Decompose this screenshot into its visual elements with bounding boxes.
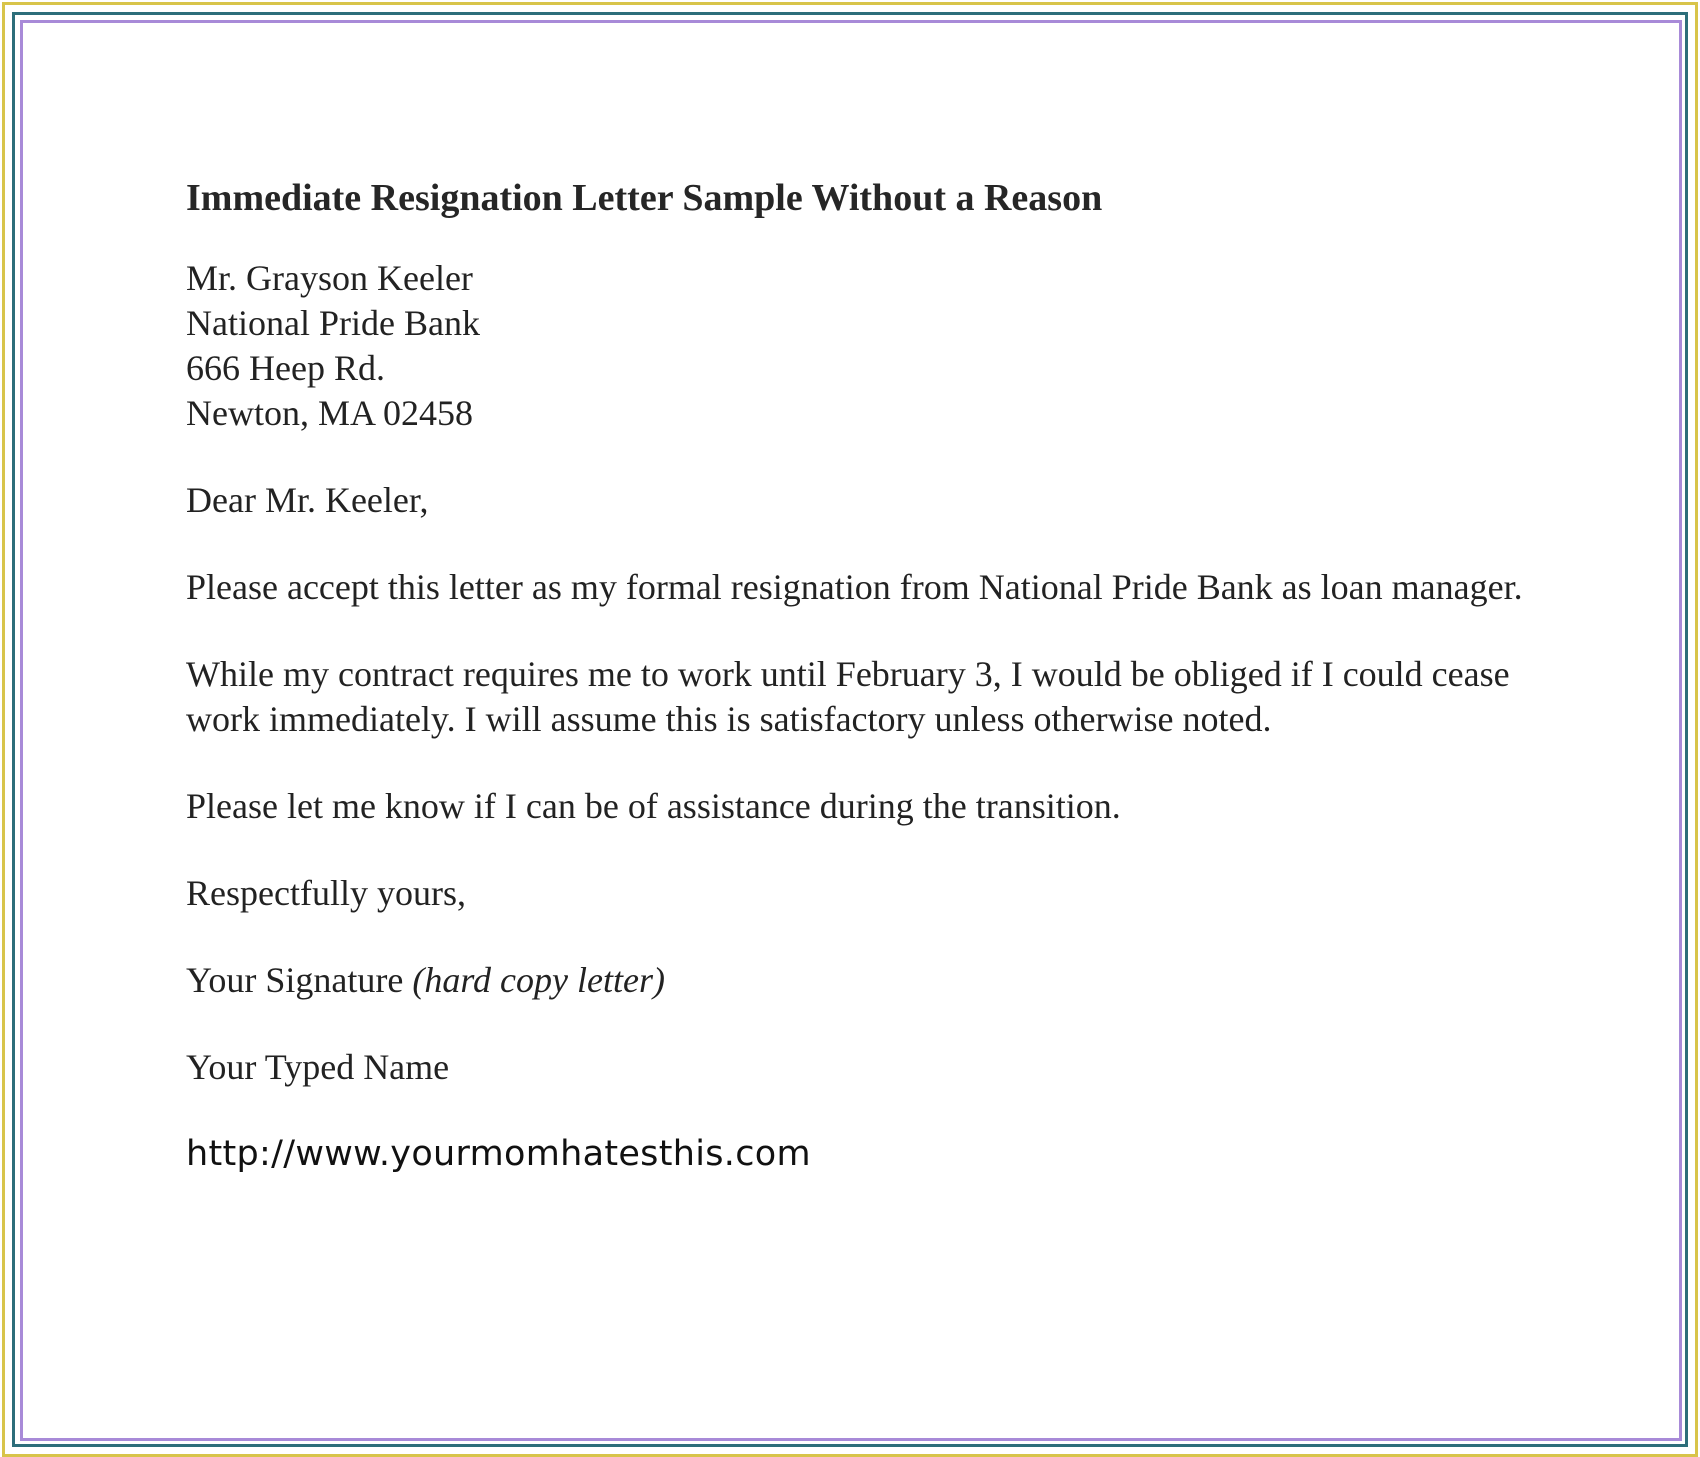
body-paragraph: While my contract requires me to work until February 3, I would be obliged if I could cease work immediately. I will assume this is satisfactory unless otherwise noted. (186, 654, 1510, 739)
salutation-block (186, 478, 1526, 523)
address-line-street: 666 Heep Rd. (186, 348, 385, 388)
url-block (186, 1132, 1526, 1177)
salutation: Dear Mr. Keeler, (186, 480, 429, 520)
body-paragraph: Please accept this letter as my formal resignation from National Pride Bank as loan manager. (186, 567, 1523, 607)
typed-name-block (186, 1045, 1526, 1090)
paragraph-2-block (186, 652, 1526, 742)
signature-note: (hard copy letter) (412, 960, 665, 1000)
letter-body (186, 170, 1526, 1177)
recipient-address (186, 256, 1526, 436)
letter-title: Immediate Resignation Letter Sample Without a Reason (186, 177, 1103, 219)
address-line-city: Newton, MA 02458 (186, 393, 473, 433)
typed-name: Your Typed Name (186, 1047, 450, 1087)
signature-label: Your Signature (186, 960, 404, 1000)
address-line-name: Mr. Grayson Keeler (186, 258, 473, 298)
signature-line (186, 958, 1526, 1003)
website-url: http://www.yourmomhatesthis.com (186, 1134, 811, 1174)
signature-block (186, 958, 1526, 1003)
paragraph-3-block (186, 784, 1526, 829)
closing-block (186, 871, 1526, 916)
paragraph-1-block (186, 565, 1526, 610)
address-line-company: National Pride Bank (186, 303, 480, 343)
closing: Respectfully yours, (186, 873, 466, 913)
body-paragraph: Please let me know if I can be of assistance during the transition. (186, 786, 1121, 826)
